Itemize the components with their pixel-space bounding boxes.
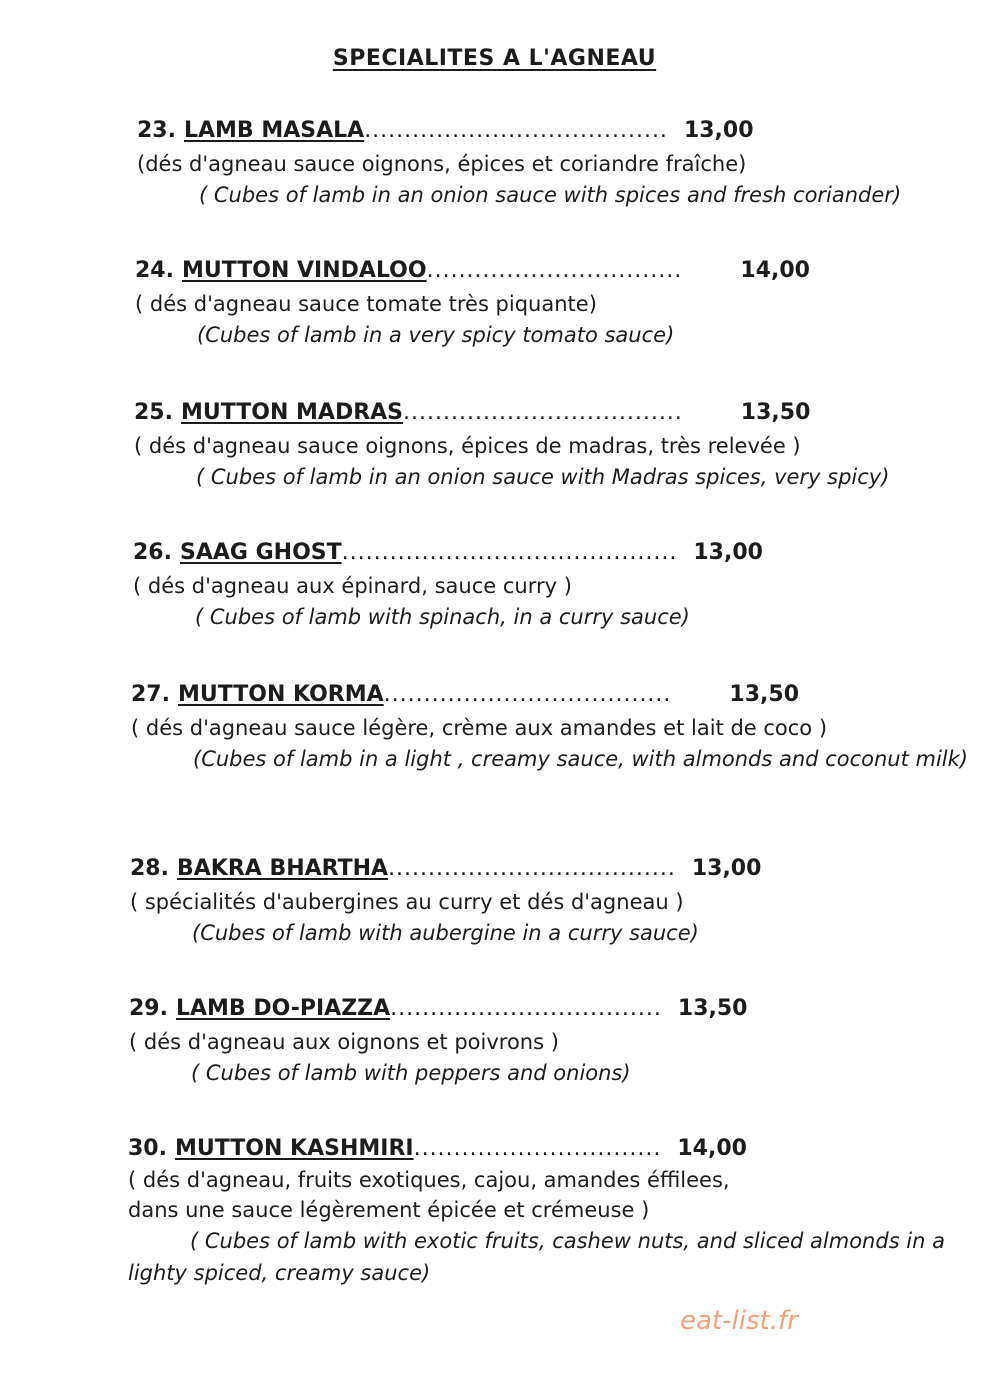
dish-price: 13,00 <box>693 540 763 565</box>
dish-price: 14,00 <box>677 1136 747 1161</box>
dish-number: 28. <box>130 856 169 881</box>
dish-name: MUTTON KASHMIRI <box>174 1136 414 1161</box>
dish-name: SAAG GHOST <box>179 540 342 565</box>
description-french: ( spécialités d'aubergines au curry et dés d'agneau ) <box>130 890 684 914</box>
page-title: SPECIALITES A L'AGNEAU <box>332 46 657 71</box>
dish-name: MUTTON MADRAS <box>180 400 404 425</box>
watermark: eat-list.fr <box>680 1306 798 1336</box>
dot-leader: .................................... <box>383 682 672 707</box>
description-french: (dés d'agneau sauce oignons, épices et coriandre fraîche) <box>137 152 747 176</box>
dot-leader: .................................. <box>390 996 662 1021</box>
dish-number: 24. <box>135 258 174 283</box>
dish-name: BAKRA BHARTHA <box>176 856 389 881</box>
dish-price: 13,50 <box>729 682 800 707</box>
dish-header <box>130 856 989 881</box>
dish-header <box>137 118 989 143</box>
dot-leader: ................................ <box>426 258 683 283</box>
description-english: ( Cubes of lamb in an onion sauce with Madras spices, very spicy) <box>196 465 890 489</box>
description-english: (Cubes of lamb with aubergine in a curry sauce) <box>192 921 699 945</box>
dish-header <box>131 682 989 707</box>
description-english: ( Cubes of lamb with exotic fruits, cashew nuts, and sliced almonds in a lighty spiced, creamy sauce) <box>128 1229 945 1285</box>
dish-header <box>129 996 989 1021</box>
dot-leader: ............................... <box>413 1136 662 1161</box>
dish-price: 13,50 <box>740 400 811 425</box>
dish-number: 23. <box>137 118 176 143</box>
dot-leader: ................................... <box>403 400 683 425</box>
dish-number: 30. <box>128 1136 167 1161</box>
dish-number: 26. <box>133 540 172 565</box>
dish-price: 13,00 <box>691 856 762 881</box>
description-french: ( dés d'agneau aux épinard, sauce curry ) <box>133 574 572 598</box>
description-french: ( dés d'agneau sauce tomate très piquante) <box>135 292 597 316</box>
description-english: ( Cubes of lamb in an onion sauce with spices and fresh coriander) <box>199 183 902 207</box>
dish-number: 29. <box>129 996 168 1021</box>
description-french: ( dés d'agneau sauce oignons, épices de madras, très relevée ) <box>134 434 801 458</box>
dish-price: 14,00 <box>740 258 810 283</box>
dish-name: MUTTON KORMA <box>177 682 384 707</box>
dish-number: 25. <box>134 400 173 425</box>
dish-header <box>134 400 989 425</box>
dot-leader: .................................... <box>388 856 676 881</box>
description-english: (Cubes of lamb in a very spicy tomato sauce) <box>197 323 675 347</box>
description-french-line-2: dans une sauce légèrement épicée et crémeuse ) <box>128 1198 650 1222</box>
dish-number: 27. <box>131 682 170 707</box>
dot-leader: ...................................... <box>364 118 668 143</box>
menu-item-mutton-korma <box>131 682 989 775</box>
menu-item-lamb-masala <box>137 118 989 211</box>
description-french: ( dés d'agneau aux oignons et poivrons ) <box>129 1030 559 1054</box>
dish-header <box>133 540 989 565</box>
menu-item-saag-ghost <box>133 540 989 633</box>
menu-item-bakra-bhartha <box>130 856 989 949</box>
description-english: ( Cubes of lamb with spinach, in a curry sauce) <box>195 605 690 629</box>
dish-price: 13,50 <box>677 996 748 1021</box>
dish-header <box>135 258 989 283</box>
menu-item-mutton-vindaloo <box>135 258 989 351</box>
menu-item-lamb-do-piazza <box>129 996 989 1089</box>
description-french-line-1: ( dés d'agneau, fruits exotiques, cajou, amandes éffilees, <box>128 1168 730 1192</box>
dish-header <box>128 1136 989 1161</box>
description-english: (Cubes of lamb in a light , creamy sauce, with almonds and coconut milk) <box>193 747 968 771</box>
dish-price: 13,00 <box>683 118 754 143</box>
description-english: ( Cubes of lamb with peppers and onions) <box>191 1061 631 1085</box>
dot-leader: .......................................... <box>341 540 678 565</box>
dish-name: LAMB MASALA <box>183 118 365 143</box>
dish-name: LAMB DO-PIAZZA <box>175 996 391 1021</box>
dish-name: MUTTON VINDALOO <box>181 258 427 283</box>
description-french: ( dés d'agneau sauce légère, crème aux amandes et lait de coco ) <box>131 716 828 740</box>
menu-item-mutton-kashmiri <box>128 1136 989 1289</box>
menu-item-mutton-madras <box>134 400 989 493</box>
